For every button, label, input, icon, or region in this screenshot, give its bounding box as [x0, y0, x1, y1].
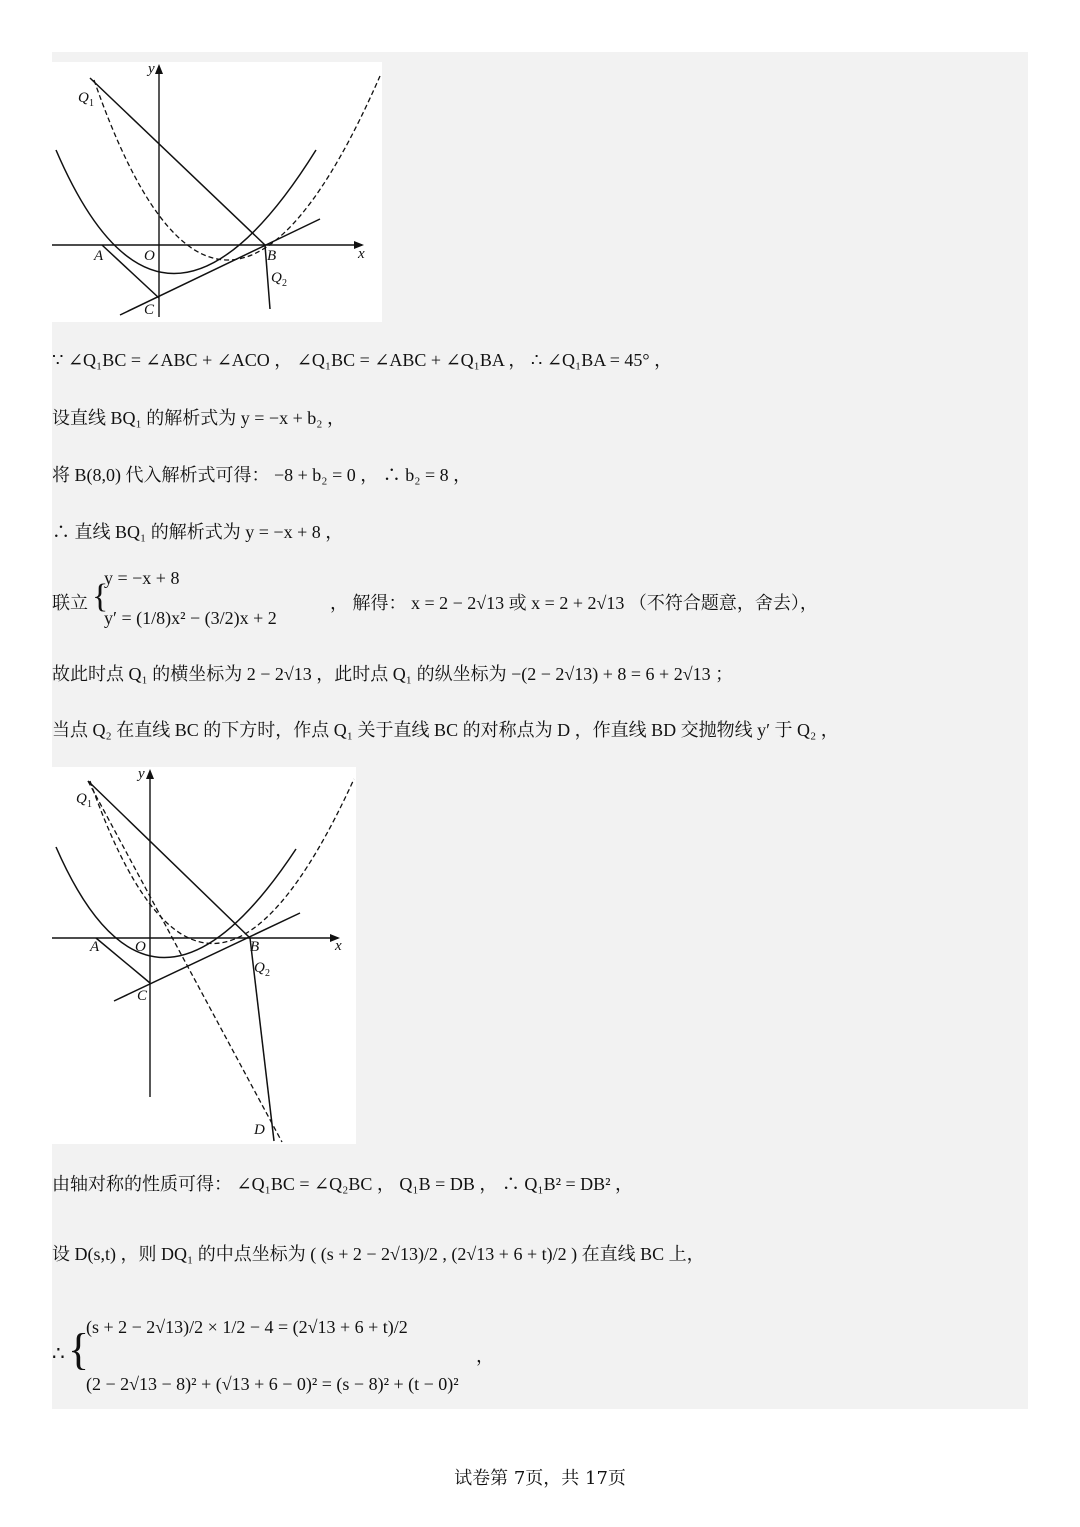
text-line-2: 设直线 BQ₁ 的解析式为 y = −x + b₂ ，: [52, 408, 346, 428]
figure-1: [52, 62, 382, 322]
line-c-b: [120, 219, 320, 315]
figure-1-graph: [52, 62, 382, 322]
text-line-10a: (s + 2 − 2√13)/2 × 1/2 − 4 = (2√13 + 6 + t)/2: [86, 1317, 408, 1337]
label-b: B: [250, 939, 260, 955]
text-line-5-prefix: 联立: [52, 593, 88, 613]
label-o: O: [135, 939, 146, 955]
label-y: y: [148, 62, 155, 77]
label-b: B: [267, 248, 277, 264]
label-q1-sub: 1: [87, 799, 92, 810]
text-line-4: ∴ 直线 BQ₁ 的解析式为 y = −x + 8 ，: [52, 522, 344, 542]
y-axis-arrow: [146, 769, 154, 779]
label-y: y: [138, 767, 145, 782]
text-line-10-therefore: ∴: [52, 1343, 65, 1365]
text-line-5a: y = −x + 8: [104, 568, 180, 588]
label-o: O: [144, 248, 155, 264]
label-q2: Q: [271, 270, 282, 286]
label-q2-sub: 2: [282, 278, 287, 289]
label-x: x: [335, 938, 342, 954]
brace-2: {: [68, 1325, 90, 1374]
text-line-5b: y′ = (1/8)x² − (3/2)x + 2: [104, 608, 277, 628]
brace-1: {: [92, 578, 109, 615]
line-q1-b: [90, 78, 265, 245]
label-a: A: [90, 939, 100, 955]
parabola-dashed: [90, 779, 354, 944]
label-a: A: [94, 248, 104, 264]
label-q1: Q: [78, 90, 89, 106]
label-q1: Q: [76, 791, 87, 807]
y-axis-arrow: [155, 64, 163, 74]
label-c: C: [137, 988, 148, 1004]
text-line-10-comma: ，: [476, 1346, 494, 1366]
label-c: C: [144, 302, 155, 318]
text-line-7: 当点 Q₂ 在直线 BC 的下方时，作点 Q₁ 关于直线 BC 的对称点为 D ，作直线 BD 交抛物线 y′ 于 Q₂ ，: [52, 720, 839, 740]
text-line-3: 将 B(8,0) 代入解析式可得： −8 + b₂ = 0 ， ∴ b₂ = 8 ，: [52, 465, 472, 485]
line-q1-b: [88, 781, 250, 938]
figure-2: [52, 767, 356, 1144]
label-d: D: [254, 1122, 265, 1138]
label-q1-sub: 1: [89, 98, 94, 109]
parabola-dashed: [94, 76, 380, 260]
text-line-9: 设 D(s,t) ，则 DQ₁ 的中点坐标为 ( (s + 2 − 2√13)/2 , (2√13 + 6 + t)/2 ) 在直线 BC 上，: [52, 1244, 705, 1264]
page-footer: 试卷第 7页，共 17页: [454, 1468, 626, 1489]
figure-2-graph: [52, 767, 356, 1144]
label-q2: Q: [254, 960, 265, 976]
text-line-6: 故此时点 Q₁ 的横坐标为 2 − 2√13 ，此时点 Q₁ 的纵坐标为 −(2 − 2√13) + 8 = 6 + 2√13 ；: [52, 664, 734, 684]
label-q2-sub: 2: [265, 968, 270, 979]
text-line-1: ∵ ∠Q₁BC = ∠ABC + ∠ACO ， ∠Q₁BC = ∠ABC + ∠Q₁BA ， ∴ ∠Q₁BA = 45° ，: [52, 350, 673, 370]
text-line-5-suffix: ， 解得： x = 2 − 2√13 或 x = 2 + 2√13 （不符合题意，舍去），: [330, 593, 818, 613]
label-x: x: [358, 246, 365, 262]
text-line-8: 由轴对称的性质可得： ∠Q₁BC = ∠Q₂BC ， Q₁B = DB ， ∴ Q₁B² = DB² ，: [52, 1174, 634, 1194]
text-line-10b: (2 − 2√13 − 8)² + (√13 + 6 − 0)² = (s − 8)² + (t − 0)²: [86, 1374, 459, 1394]
